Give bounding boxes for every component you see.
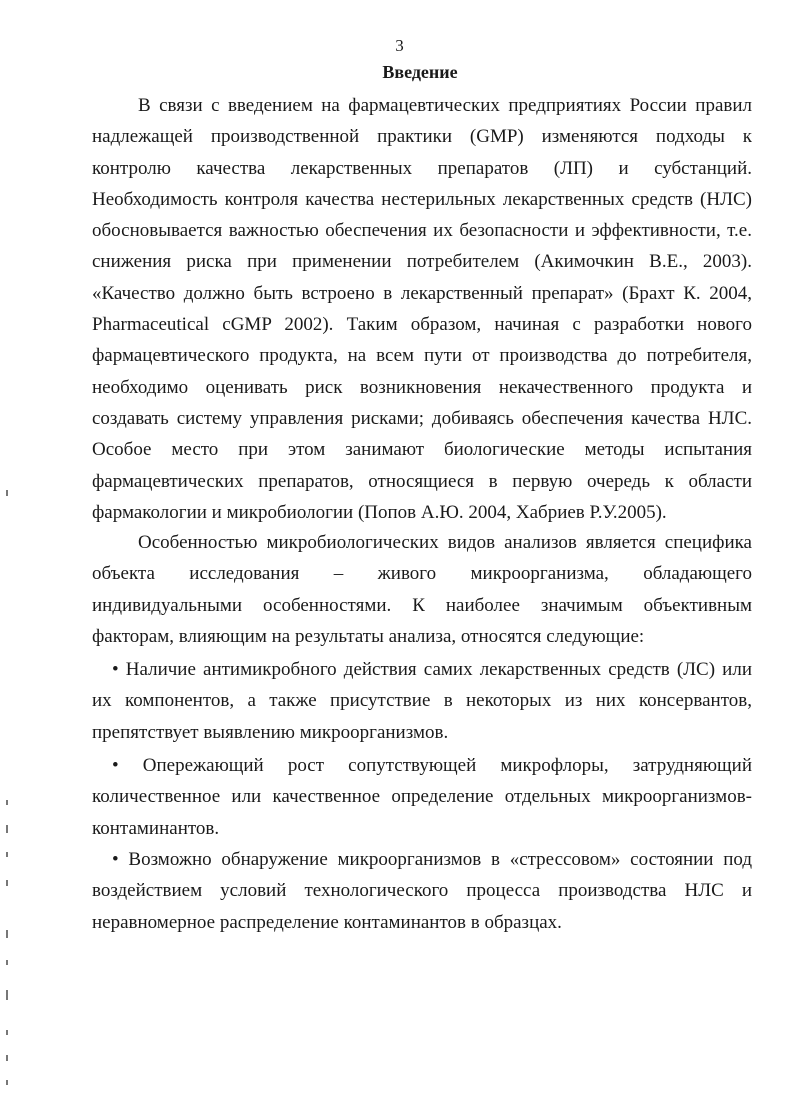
text-line: В связи с введением на фармацевтических предприятиях России правил — [138, 95, 752, 116]
text-line: «Качество должно быть встроено в лекарственный препарат» (Брахт К. 2004, — [92, 282, 752, 304]
text-line: фармацевтического продукта, на всем пути от производства до потребителя, — [92, 345, 752, 367]
bullet-item-stress — [92, 844, 752, 938]
text-line: контролю качества лекарственных препаратов (ЛП) и субстанций. — [92, 157, 752, 179]
text-line: Необходимость контроля качества нестерильных лекарственных средств (НЛС) — [92, 188, 752, 210]
text-line: факторам, влияющим на результаты анализа, относятся следующие: — [92, 625, 645, 647]
scan-mark — [6, 1055, 8, 1061]
scan-mark — [6, 930, 8, 938]
scan-mark — [6, 960, 8, 965]
text-line: создавать систему управления рисками; добиваясь обеспечения качества НЛС. — [92, 407, 752, 429]
scan-mark — [6, 990, 8, 1000]
text-line: снижения риска при применении потребителем (Акимочкин В.Е., 2003). — [92, 251, 752, 273]
bullet-item-microflora — [92, 750, 752, 844]
text-line: неравномерное распределение контаминантов в образцах. — [92, 911, 562, 933]
text-line: препятствует выявлению микроорганизмов. — [92, 721, 449, 743]
scan-mark — [6, 800, 8, 805]
text-line: воздействием условий технологического процесса производства НЛС и — [92, 880, 752, 902]
text-line: фармацевтических препаратов, относящиеся в первую очередь к области — [92, 470, 752, 492]
text-line: индивидуальными особенностями. К наиболее значимым объективным — [92, 594, 752, 616]
text-line: их компонентов, а также присутствие в некоторых из них консервантов, — [92, 690, 752, 712]
scan-margin-artifacts — [4, 480, 12, 1080]
paragraph-factors — [92, 527, 752, 652]
scan-mark — [6, 880, 8, 886]
scan-mark — [6, 1030, 8, 1035]
text-line: Особое место при этом занимают биологические методы испытания — [92, 439, 752, 461]
section-heading: Введение — [382, 62, 458, 82]
text-line: объекта исследования – живого микроорганизма, обладающего — [92, 563, 752, 585]
text-line: надлежащей производственной практики (GMP) изменяются подходы к — [92, 126, 752, 148]
text-line: • Опережающий рост сопутствующей микрофлоры, затрудняющий — [112, 755, 752, 776]
scan-mark — [6, 1080, 8, 1085]
text-line: контаминантов. — [92, 817, 220, 839]
text-line: обосновывается важностью обеспечения их безопасности и эффективности, т.е. — [92, 220, 752, 242]
scan-mark — [6, 825, 8, 833]
text-line: • Наличие антимикробного действия самих лекарственных средств (ЛС) или — [112, 659, 752, 680]
bullet-item-antimicrobial — [92, 654, 752, 748]
text-line: Особенностью микробиологических видов анализов является специфика — [138, 532, 752, 553]
scan-mark — [6, 852, 8, 857]
paragraph-intro — [92, 90, 752, 528]
text-line: фармакологии и микробиологии (Попов А.Ю. 2004, Хабриев Р.У.2005). — [92, 501, 667, 523]
text-line: количественное или качественное определение отдельных микроорганизмов- — [92, 786, 752, 808]
text-line: Pharmaceutical cGMP 2002). Таким образом, начиная с разработки нового — [92, 314, 752, 336]
scan-mark — [6, 490, 8, 496]
page-number: 3 — [395, 36, 404, 55]
text-line: необходимо оценивать риск возникновения некачественного продукта и — [92, 376, 752, 398]
text-line: • Возможно обнаружение микроорганизмов в «стрессовом» состоянии под — [112, 849, 752, 870]
